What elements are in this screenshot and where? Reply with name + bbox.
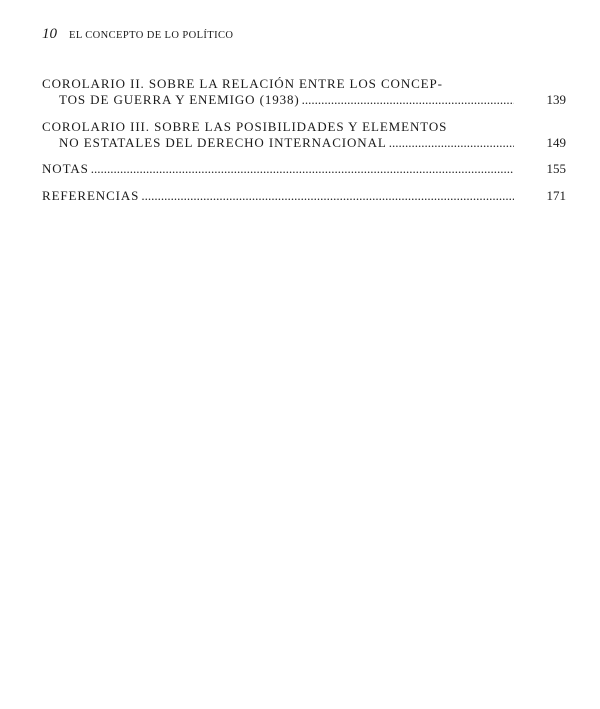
toc-entry-page: 139 [546, 92, 566, 107]
toc-entry-page: 155 [546, 161, 566, 176]
table-of-contents [42, 76, 566, 204]
toc-entry-title: REFERENCIAS [42, 188, 140, 203]
toc-entry-page: 149 [546, 135, 566, 150]
toc-entry-title-line1: COROLARIO III. SOBRE LAS POSIBILIDADES Y ELEMENTOS [42, 119, 448, 134]
dot-leader [91, 161, 514, 177]
toc-entry-page: 171 [546, 188, 566, 203]
toc-entry-corolario-iii [42, 119, 566, 151]
dot-leader [389, 135, 514, 151]
page-header [42, 26, 233, 43]
toc-entry-title: NOTAS [42, 161, 89, 176]
toc-entry-corolario-ii [42, 76, 566, 108]
toc-entry-title-line2: NO ESTATALES DEL DERECHO INTERNACIONAL [59, 135, 387, 150]
toc-entry-referencias [42, 188, 566, 204]
toc-entry-notas [42, 161, 566, 177]
toc-entry-title-line1: COROLARIO II. SOBRE LA RELACIÓN ENTRE LOS CONCEP- [42, 76, 443, 91]
toc-entry-title-line2: TOS DE GUERRA Y ENEMIGO (1938) [59, 92, 300, 107]
page-number: 10 [42, 26, 57, 42]
dot-leader [302, 92, 514, 108]
running-head: EL CONCEPTO DE LO POLÍTICO [69, 30, 234, 41]
dot-leader [141, 188, 514, 204]
